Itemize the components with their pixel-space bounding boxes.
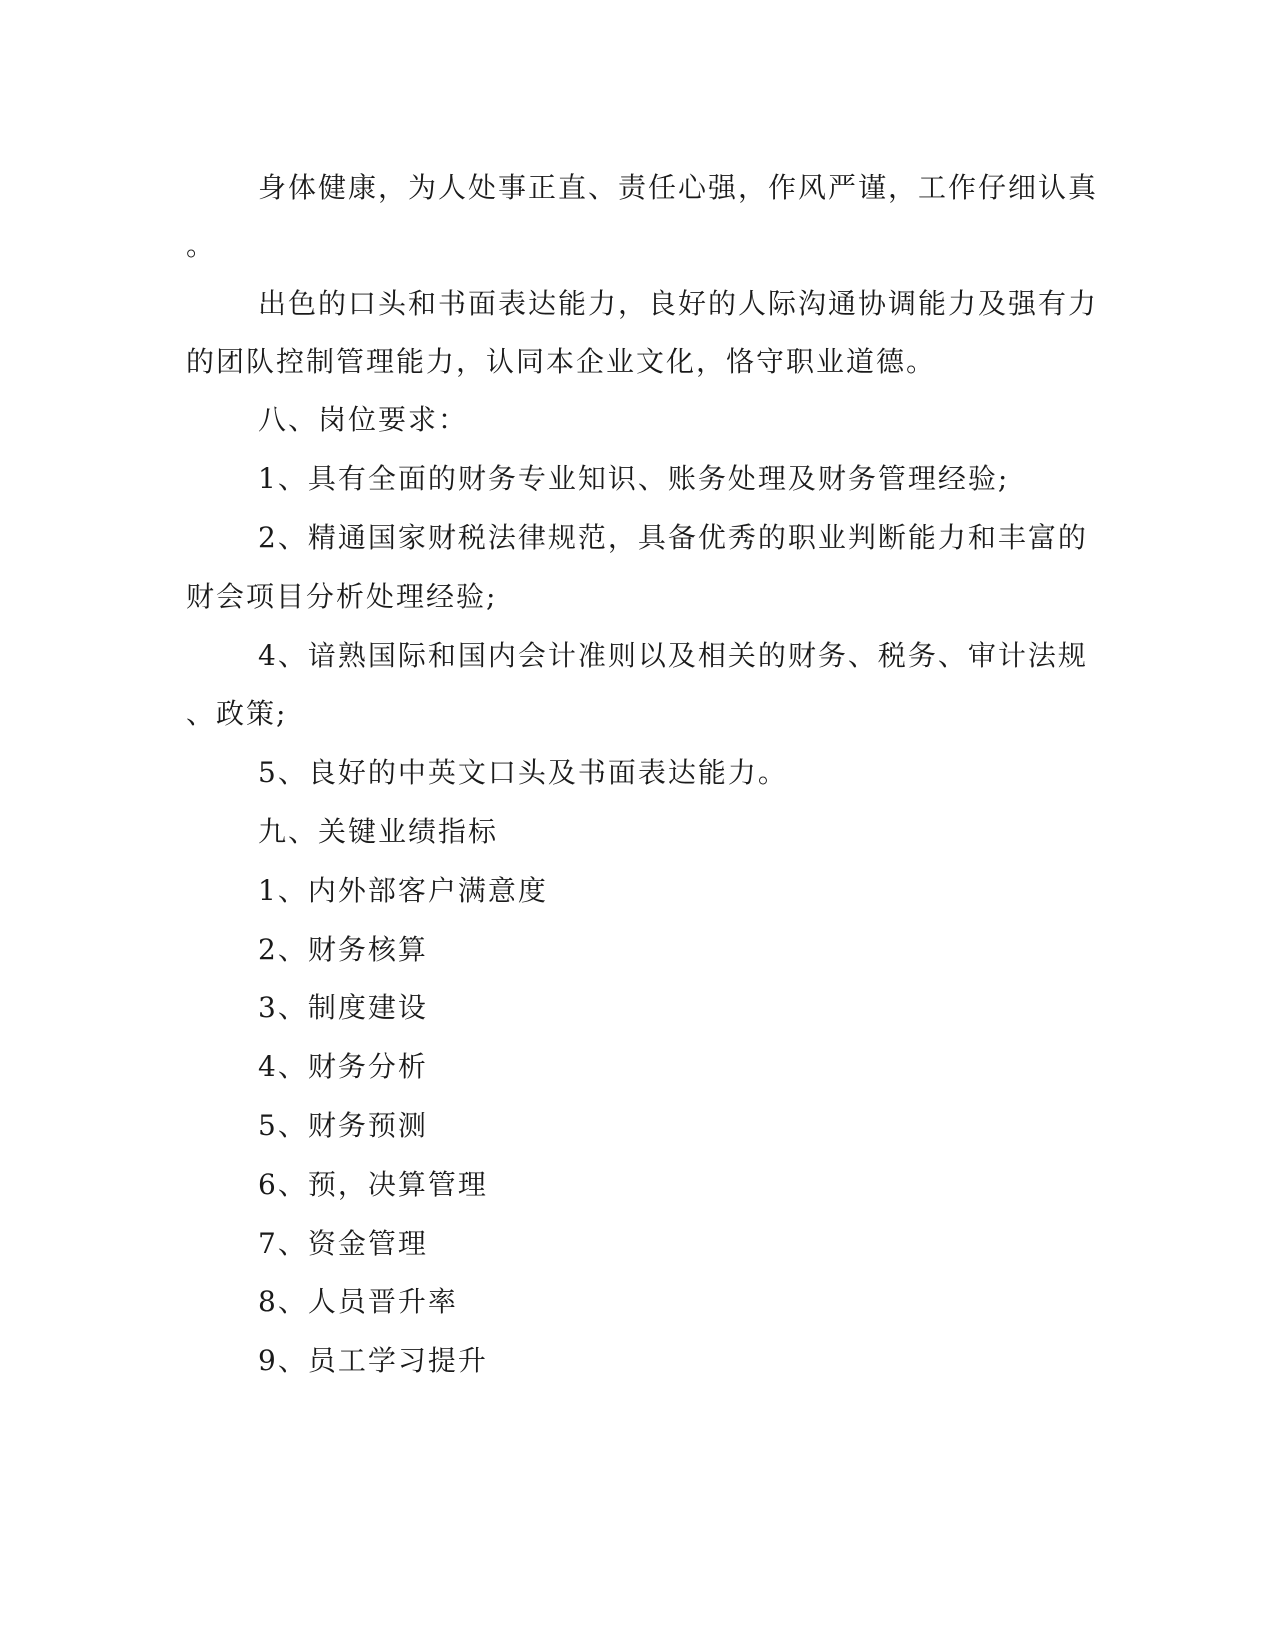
requirement-item-5: 5、良好的中英文口头及书面表达能力。 [258, 756, 788, 789]
requirement-item-4-line-1: 4、谙熟国际和国内会计准则以及相关的财务、税务、审计法规 [258, 639, 1088, 672]
kpi-item-7: 7、资金管理 [258, 1227, 428, 1260]
requirement-item-4-line-2: 、政策; [186, 697, 288, 730]
requirement-item-2-line-2: 财会项目分析处理经验; [186, 580, 498, 613]
kpi-item-9: 9、员工学习提升 [258, 1344, 488, 1377]
paragraph-expression-line-2: 的团队控制管理能力，认同本企业文化，恪守职业道德。 [186, 345, 937, 378]
paragraph-health-line-1: 身体健康，为人处事正直、责任心强，作风严谨，工作仔细认真 [258, 171, 1099, 204]
kpi-item-8: 8、人员晋升率 [258, 1285, 458, 1318]
kpi-item-5: 5、财务预测 [258, 1109, 428, 1142]
kpi-item-4: 4、财务分析 [258, 1050, 428, 1083]
paragraph-health-line-2: 。 [186, 229, 217, 262]
kpi-item-1: 1、内外部客户满意度 [258, 874, 548, 907]
section-heading-kpi: 九、关键业绩指标 [258, 815, 499, 848]
requirement-item-1: 1、具有全面的财务专业知识、账务处理及财务管理经验; [258, 462, 1010, 495]
requirement-item-2-line-1: 2、精通国家财税法律规范，具备优秀的职业判断能力和丰富的 [258, 521, 1088, 554]
kpi-item-2: 2、财务核算 [258, 933, 428, 966]
section-heading-job-requirements: 八、岗位要求： [258, 403, 469, 436]
kpi-item-3: 3、制度建设 [258, 991, 428, 1024]
paragraph-expression-line-1: 出色的口头和书面表达能力，良好的人际沟通协调能力及强有力 [258, 287, 1099, 320]
kpi-item-6: 6、预，决算管理 [258, 1168, 488, 1201]
